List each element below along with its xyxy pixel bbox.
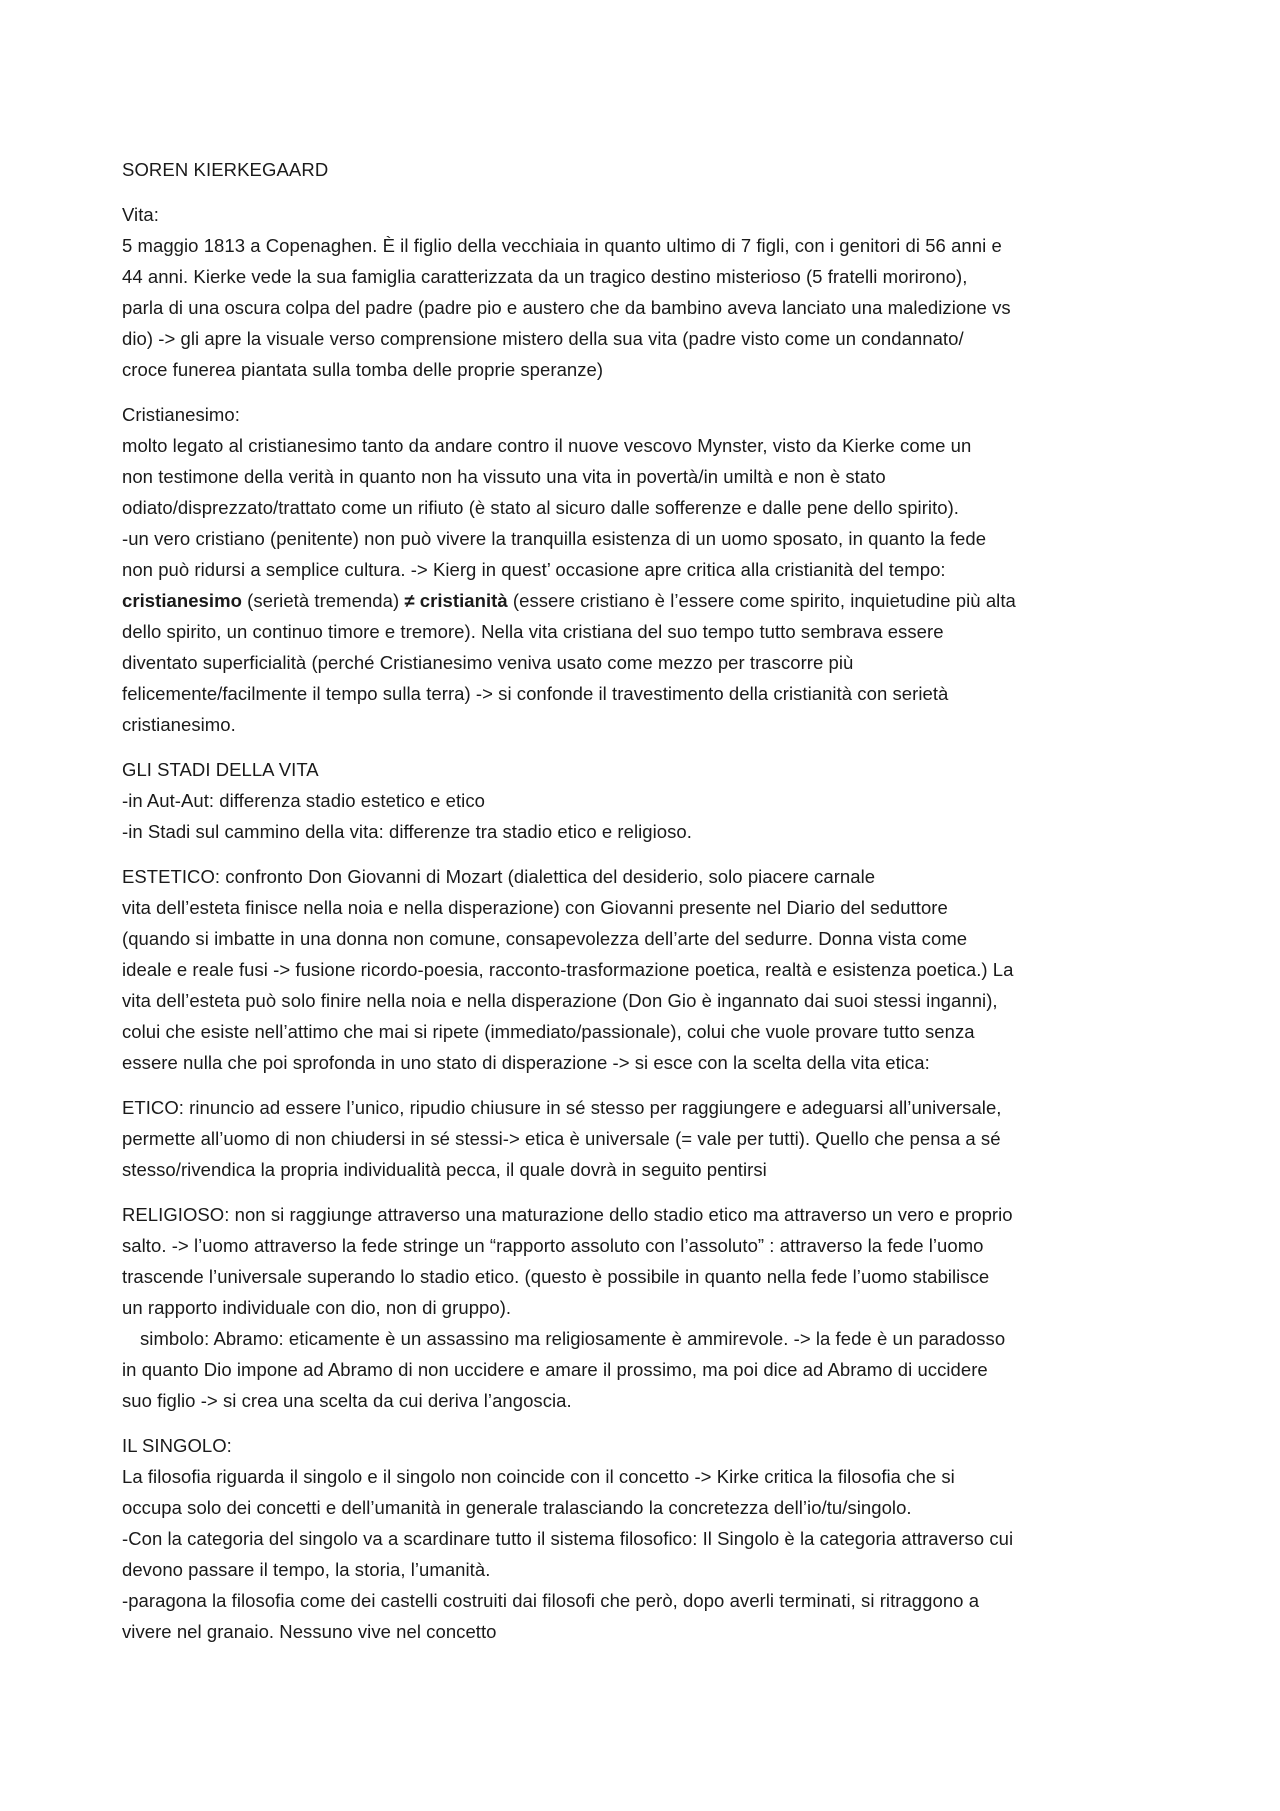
text-line: croce funerea piantata sulla tomba delle proprie speranze): [122, 359, 604, 380]
text-line: colui che esiste nell’attimo che mai si ripete (immediato/passionale), colui che vuole provare tutto senza: [122, 1021, 975, 1042]
text-line: -un vero cristiano (penitente) non può vivere la tranquilla esistenza di un uomo sposato, in quanto la fede: [122, 528, 987, 549]
text-line: ESTETICO: confronto Don Giovanni di Mozart (dialettica del desiderio, solo piacere carnale: [122, 866, 876, 887]
text-line: -paragona la filosofia come dei castelli costruiti dai filosofi che però, dopo averli terminati, si ritraggono a: [122, 1590, 980, 1611]
document-title: SOREN KIERKEGAARD: [122, 159, 329, 180]
text-line: vivere nel granaio. Nessuno vive nel concetto: [122, 1621, 497, 1642]
text-line: occupa solo dei concetti e dell’umanità in generale tralasciando la concretezza dell’io/tu/singolo.: [122, 1497, 912, 1518]
text-line: in quanto Dio impone ad Abramo di non uccidere e amare il prossimo, ma poi dice ad Abramo di uccidere: [122, 1359, 988, 1380]
text-line: -in Stadi sul cammino della vita: differenze tra stadio etico e religioso.: [122, 821, 692, 842]
text-line: (quando si imbatte in una donna non comune, consapevolezza dell’arte del sedurre. Donna vista come: [122, 928, 968, 949]
text-line: 5 maggio 1813 a Copenaghen. È il figlio della vecchiaia in quanto ultimo di 7 figli, con i genitori di 56 anni e: [122, 235, 1002, 256]
text-line: trascende l’universale superando lo stadio etico. (questo è possibile in quanto nella fede l’uomo stabilisce: [122, 1266, 990, 1287]
text-line-indented: simbolo: Abramo: eticamente è un assassino ma religiosamente è ammirevole. -> la fede è un paradosso: [140, 1328, 1006, 1349]
text-line: RELIGIOSO: non si raggiunge attraverso una maturazione dello stadio etico ma attraverso un vero e proprio: [122, 1204, 1013, 1225]
text-line-with-bold: [122, 585, 1160, 616]
text-line: ideale e reale fusi -> fusione ricordo-poesia, racconto-trasformazione poetica, realtà e esistenza poetica.) La: [122, 959, 1014, 980]
section-stadi: [122, 754, 1160, 847]
text-line: dello spirito, un continuo timore e tremore). Nella vita cristiana del suo tempo tutto sembrava essere: [122, 621, 944, 642]
section-heading: Vita:: [122, 204, 159, 225]
text-line: odiato/disprezzato/trattato come un rifiuto (è stato al sicuro dalle sofferenze e dalle pene dello spirito).: [122, 497, 959, 518]
section-heading: IL SINGOLO:: [122, 1435, 232, 1456]
text-line: La filosofia riguarda il singolo e il singolo non coincide con il concetto -> Kirke critica la filosofia che si: [122, 1466, 955, 1487]
bold-term-cristianita: ≠ cristianità: [404, 590, 508, 611]
text-line: non testimone della verità in quanto non ha vissuto una vita in povertà/in umiltà e non è stato: [122, 466, 886, 487]
text-line: felicemente/facilmente il tempo sulla terra) -> si confonde il travestimento della cristianità con serietà: [122, 683, 949, 704]
text-line: diventato superficialità (perché Cristianesimo veniva usato come mezzo per trascorre più: [122, 652, 854, 673]
text-line: non può ridursi a semplice cultura. -> Kierg in quest’ occasione apre critica alla cristianità del tempo:: [122, 559, 946, 580]
text-line: vita dell’esteta finisce nella noia e nella disperazione) con Giovanni presente nel Diario del seduttore: [122, 897, 948, 918]
text-line: -in Aut-Aut: differenza stadio estetico e etico: [122, 790, 485, 811]
text-line: parla di una oscura colpa del padre (padre pio e austero che da bambino aveva lanciato una maledizione vs: [122, 297, 1011, 318]
text-line: -Con la categoria del singolo va a scardinare tutto il sistema filosofico: Il Singolo è la categoria attraverso cui: [122, 1528, 1014, 1549]
section-religioso: [122, 1199, 1160, 1416]
text-fragment: (essere cristiano è l’essere come spirito, inquietudine più alta: [507, 590, 1016, 611]
text-line: dio) -> gli apre la visuale verso comprensione mistero della sua vita (padre visto come un condannato/: [122, 328, 964, 349]
text-line: suo figlio -> si crea una scelta da cui deriva l’angoscia.: [122, 1390, 572, 1411]
section-cristianesimo: [122, 399, 1160, 740]
section-etico: [122, 1092, 1160, 1185]
text-line: devono passare il tempo, la storia, l’umanità.: [122, 1559, 491, 1580]
bold-term-cristianesimo: cristianesimo: [122, 590, 242, 611]
section-singolo: [122, 1430, 1160, 1647]
text-line: ETICO: rinuncio ad essere l’unico, ripudio chiusure in sé stesso per raggiungere e adeguarsi all’universale,: [122, 1097, 1002, 1118]
text-line: 44 anni. Kierke vede la sua famiglia caratterizzata da un tragico destino misterioso (5 fratelli morirono),: [122, 266, 968, 287]
text-fragment: (serietà tremenda): [241, 590, 405, 611]
text-line: permette all’uomo di non chiudersi in sé stessi-> etica è universale (= vale per tutti). Quello che pensa a sé: [122, 1128, 1001, 1149]
text-line: essere nulla che poi sprofonda in uno stato di disperazione -> si esce con la scelta della vita etica:: [122, 1052, 930, 1073]
text-line: cristianesimo.: [122, 714, 236, 735]
text-line: vita dell’esteta può solo finire nella noia e nella disperazione (Don Gio è ingannato dai suoi stessi inganni),: [122, 990, 998, 1011]
section-heading: GLI STADI DELLA VITA: [122, 759, 319, 780]
section-heading: Cristianesimo:: [122, 404, 240, 425]
text-line: un rapporto individuale con dio, non di gruppo).: [122, 1297, 512, 1318]
section-estetico: [122, 861, 1160, 1078]
section-vita: [122, 199, 1160, 385]
text-line: salto. -> l’uomo attraverso la fede stringe un “rapporto assoluto con l’assoluto” : attraverso la fede l’uomo: [122, 1235, 984, 1256]
text-line: molto legato al cristianesimo tanto da andare contro il nuove vescovo Mynster, visto da Kierke come un: [122, 435, 972, 456]
text-line: stesso/rivendica la propria individualità pecca, il quale dovrà in seguito pentirsi: [122, 1159, 767, 1180]
